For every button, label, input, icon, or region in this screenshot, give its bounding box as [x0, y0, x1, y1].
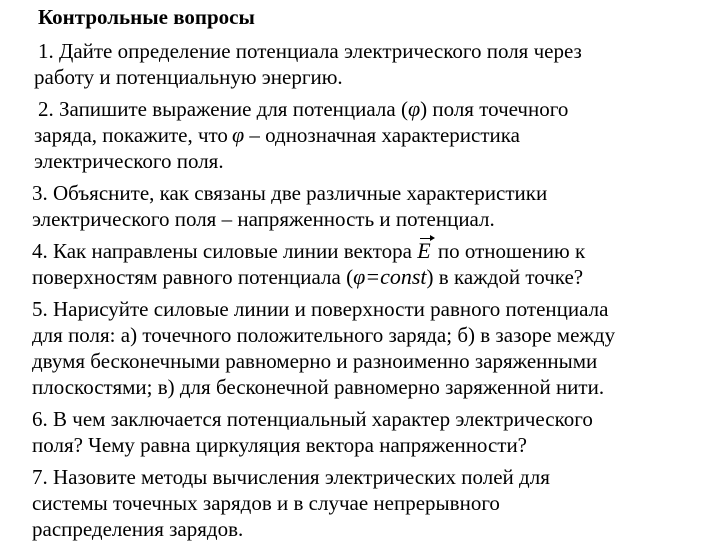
question-7-line-2: системы точечных зарядов и в случае непрерывного — [32, 491, 500, 515]
question-6-line-2: поля? Чему равна циркуляция вектора напряженности? — [32, 433, 528, 457]
question-7-line-1: 7. Назовите методы вычисления электрических полей для — [32, 465, 550, 489]
question-4-line-2 — [32, 264, 583, 290]
question-4-text-b: по отношению к — [432, 239, 586, 263]
question-5-line-1: 5. Нарисуйте силовые линии и поверхности равного потенциала — [32, 297, 609, 321]
question-2-line-2 — [34, 122, 520, 148]
question-2-text-b: ) поля точечного — [420, 97, 569, 121]
question-2-text-d: – однозначная характеристика — [244, 123, 520, 147]
phi-const-formula: φ=const — [353, 264, 427, 289]
question-5-line-2: для поля: а) точечного положительного заряда; б) в зазоре между — [32, 323, 616, 347]
question-4-text-a: 4. Как направлены силовые линии вектора — [32, 239, 418, 263]
page-title: Контрольные вопросы — [38, 5, 255, 29]
question-2-text-a: 2. Запишите выражение для потенциала ( — [38, 97, 408, 121]
question-3-line-2: электрического поля – напряженность и потенциал. — [32, 207, 495, 231]
question-4-text-d: ) в каждой точке? — [426, 265, 584, 289]
question-6-line-1: 6. В чем заключается потенциальный характер электрического — [32, 407, 593, 431]
question-2-text-c: заряда, покажите, что — [34, 123, 228, 147]
question-1-line-1: 1. Дайте определение потенциала электрического поля через — [38, 39, 582, 63]
question-5-line-3: двумя бесконечными равномерно и разноименно заряженными — [32, 349, 598, 373]
question-4-text-c: поверхностям равного потенциала ( — [32, 265, 354, 289]
vector-e-symbol: E — [417, 238, 431, 263]
phi-symbol: φ — [407, 96, 421, 121]
phi-symbol: φ — [231, 122, 245, 147]
question-2-line-1 — [38, 96, 568, 122]
question-3-line-1: 3. Объясните, как связаны две различные характеристики — [32, 181, 548, 205]
question-2-line-3: электрического поля. — [34, 149, 224, 173]
question-5-line-4: плоскостями; в) для бесконечной равномерно заряженной нити. — [32, 375, 605, 399]
question-1-line-2: работу и потенциальную энергию. — [34, 65, 343, 89]
question-7-line-3: распределения зарядов. — [32, 517, 244, 541]
question-4-line-1 — [32, 238, 585, 264]
